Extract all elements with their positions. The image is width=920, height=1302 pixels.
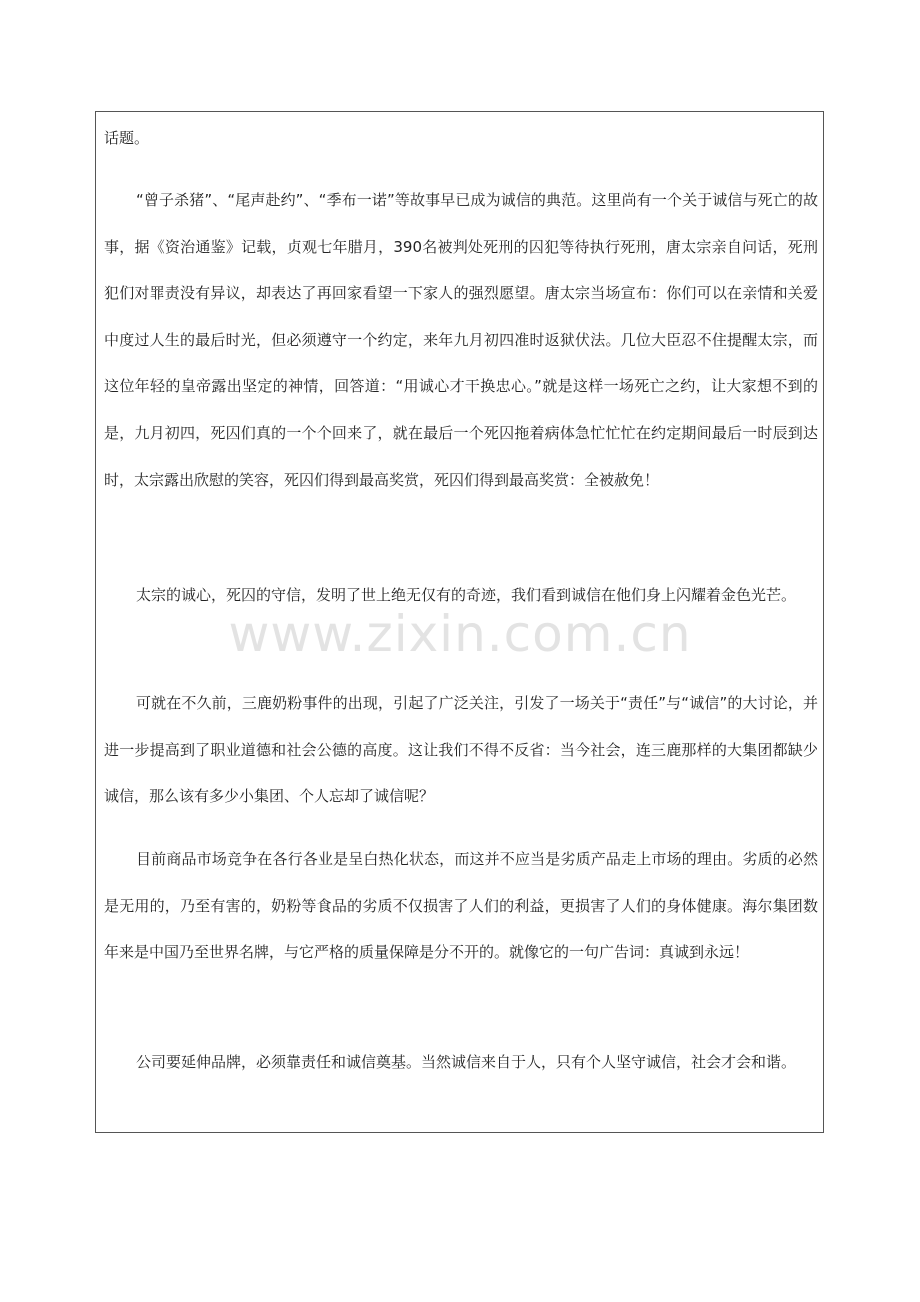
- paragraph-3: 太宗的诚心，死囚的守信，发明了世上绝无仅有的奇迹，我们看到诚信在他们身上闪耀着金色光芒。: [136, 586, 797, 604]
- watermark: www.zixin.com.cn: [228, 605, 692, 663]
- paragraph-2: “曾子杀猪”、“尾声赴约”、“季布一诺”等故事早已成为诚信的典范。这里尚有一个关于诚信与死亡的故事，据《资治通鉴》记载，贞观七年腊月，390名被判处死刑的囚犯等待执行死刑，唐太宗亲自问话，死刑犯们对罪责没有异议，却表达了再回家看望一下家人的强烈愿望。唐太宗当场宣布：你们可以在亲情和关爱中度过人生的最后时光，但必须遵守一个约定，来年九月初四准时返狱伏法。几位大臣忍不住提醒太宗，而这位年轻的皇帝露出坚定的神情，回答道：“用诚心才干换忠心。”就是这样一场死亡之约，让大家想不到的是，九月初四，死囚们真的一个个回来了，就在最后一个死囚拖着病体急忙忙忙在约定期间最后一时辰到达时，太宗露出欣慰的笑容，死囚们得到最高奖赏，死囚们得到最高奖赏：全被赦免！: [104, 191, 818, 489]
- paragraph-5: 目前商品市场竞争在各行各业是呈白热化状态，而这并不应当是劣质产品走上市场的理由。劣质的必然是无用的，乃至有害的，奶粉等食品的劣质不仅损害了人们的利益，更损害了人们的身体健康。海尔集团数年来是中国乃至世界名牌，与它严格的质量保障是分不开的。就像它的一句广告词：真诚到永远！: [104, 850, 818, 962]
- paragraph-1: 话题。: [104, 129, 150, 147]
- paragraph-6: 公司要延伸品牌，必须靠责任和诚信奠基。当然诚信来自于人，只有个人坚守诚信，社会才会和谐。: [136, 1053, 797, 1071]
- paragraph-4: 可就在不久前，三鹿奶粉事件的出现，引起了广泛关注，引发了一场关于“责任”与“诚信”的大讨论，并进一步提高到了职业道德和社会公德的高度。这让我们不得不反省：当今社会，连三鹿那样的大集团都缺少诚信，那么该有多少小集团、个人忘却了诚信呢？: [104, 694, 818, 806]
